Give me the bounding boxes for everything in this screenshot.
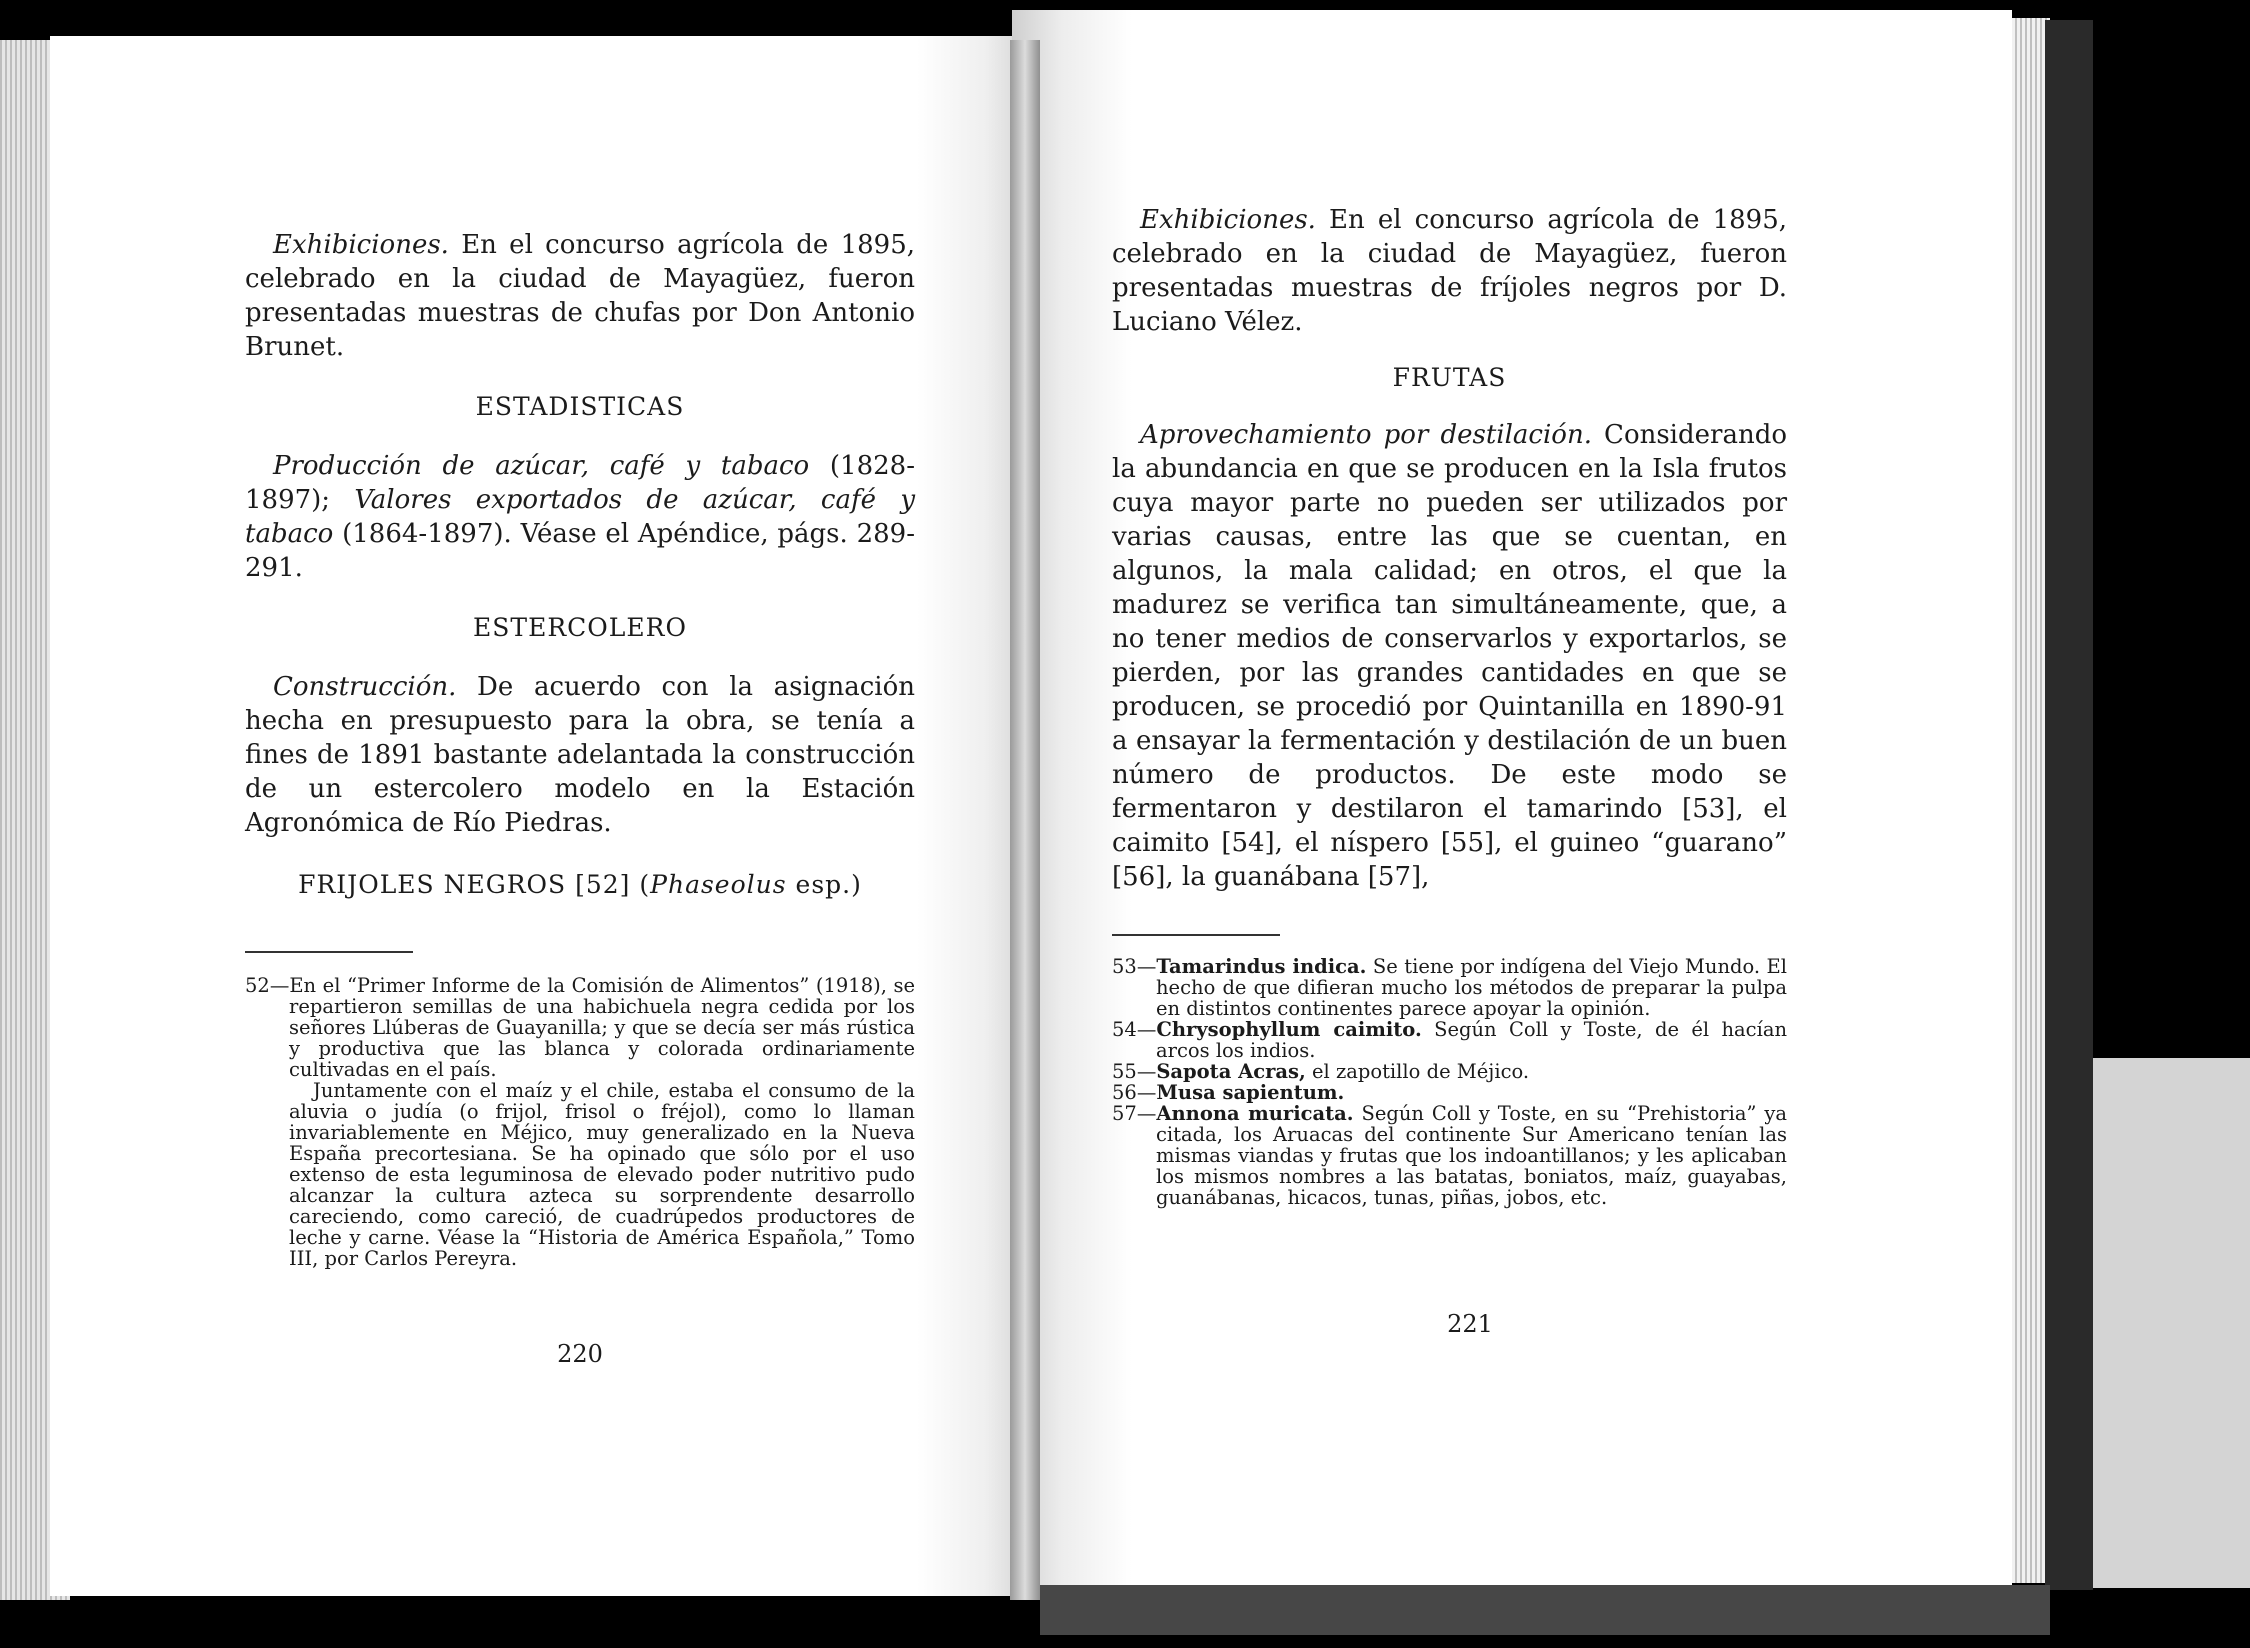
book-gutter [1010,40,1040,1600]
footnote-rule [245,951,413,953]
genus-name: Phaseolus [650,870,787,899]
footnote-55: 55—Sapota Acras, el zapotillo de Méjico. [1112,1060,1530,1083]
heading-estercolero: ESTERCOLERO [473,613,687,642]
footnote-53: 53—Tamarindus indica. Se tiene por indígena del Viejo Mundo. El hecho de que difieran mucho los métodos de preparar la pulpa en distintos continentes parece apoyar la opinión. [1112,955,1787,1020]
left-page-text [245,228,915,1269]
footnote-52-continued: Juntamente con el maíz y el chile, estaba el consumo de la aluvia o judía (o frijol, frisol o fréjol), como lo llaman invariablemente en Méjico, muy generalizado en la Nueva España precortesiana. Se ha opinado que sólo por el uso extenso de esta leguminosa de elevado poder nutritivo pudo alcanzar la cultura azteca su sorprendente desarrollo careciendo, como careció, de cuadrúpedos productores de leche y carne. Véase la “Historia de América Española,” Tomo III, por Carlos Pereyra. [289,1079,915,1270]
heading-frutas: FRUTAS [1392,363,1507,392]
paragraph-title: Valores exportados de azúcar, café y tabaco [245,485,916,549]
paragraph-text: (1828-1897); [245,451,916,515]
paragraph-text: En el concurso agrícola de 1895, celebrado en la ciudad de Mayagüez, fueron presentadas muestras de fríjoles negros por D. Luciano Vélez. [1112,205,1787,337]
heading-frijoles-negros: FRIJOLES NEGROS [52] (Phaseolus esp.) [298,870,862,899]
paragraph-title: Exhibiciones. [1140,205,1316,235]
book-cover-edge [2045,20,2093,1590]
right-page-text [1112,203,1787,1208]
paragraph-title: Exhibiciones. [273,230,449,260]
paragraph-text: Considerando la abundancia en que se producen en la Isla frutos cuya mayor parte no pueden ser utilizados por varias causas, entre las que se cuentan, en algunos, la mala calidad; en otros, el que la madurez se verifica tan simultáneamente, que, a no tener medios de conservarlos y exportarlos, se pierden, por las grandes cantidades en que se producen, se procedió por Quintanilla en 1890-91 a ensayar la fermentación y destilación de un buen número de productos. De este modo se fermentaron y destilaron el tamarindo [53], el caimito [54], el níspero [55], el guineo “guarano” [56], la guanábana [57], [1112,420,1787,892]
paragraph-title: Aprovechamiento por destilación. [1140,420,1592,450]
species-name: Tamarindus indica. [1156,955,1367,978]
paragraph-exhibiciones [1112,203,1787,339]
paragraph-construccion [245,670,915,840]
footnote-56: 56—Musa sapientum. [1112,1081,1345,1104]
background-surface [2093,1058,2250,1588]
paragraph-aprovechamiento [1112,418,1787,894]
footnote-rule [1112,934,1280,936]
paragraph-title: Producción de azúcar, café y tabaco [273,451,810,481]
species-name: Annona muricata. [1156,1102,1354,1125]
paragraph-exhibiciones [245,228,915,364]
footnote-54: 54—Chrysophyllum caimito. Según Coll y Toste, de él hacían arcos los indios. [1112,1018,1788,1062]
paragraph-estadisticas [245,449,915,585]
paragraph-text: En el concurso agrícola de 1895, celebrado en la ciudad de Mayagüez, fueron presentadas muestras de chufas por Don Antonio Brunet. [245,230,916,362]
species-name: Sapota Acras, [1156,1060,1306,1083]
paragraph-text: De acuerdo con la asignación hecha en presupuesto para la obra, se tenía a fines de 1891 bastante adelantada la construcción de un estercolero modelo en la Estación Agronómica de Río Piedras. [245,672,916,838]
page-number-220: 220 [557,1340,603,1368]
paragraph-title: Construcción. [273,672,457,702]
book-shadow [1040,1585,2050,1635]
footnote-57: 57—Annona muricata. Según Coll y Toste, en su “Prehistoria” ya citada, los Aruacas del continente Sur Americano tenían las mismas viandas y frutas que los indoantillanos; y les aplicaban los mismos nombres a las batatas, boniatos, maíz, guayabas, guanábanas, hicacos, tunas, piñas, jobos, etc. [1112,1102,1787,1209]
footnote-52: 52—En el “Primer Informe de la Comisión de Alimentos” (1918), se repartieron semillas de una habichuela negra cedida por los señores Llúberas de Guayanilla; y que se decía ser más rústica y productiva que las blanca y colorada ordinariamente cultivadas en el país. [245,974,915,1081]
species-name: Chrysophyllum caimito. [1156,1018,1422,1041]
heading-estadisticas: ESTADISTICAS [475,392,685,421]
paragraph-text: (1864-1897). Véase el Apéndice, págs. 289-291. [245,519,915,583]
page-number-221: 221 [1447,1310,1493,1338]
species-name: Musa sapientum. [1156,1081,1345,1104]
